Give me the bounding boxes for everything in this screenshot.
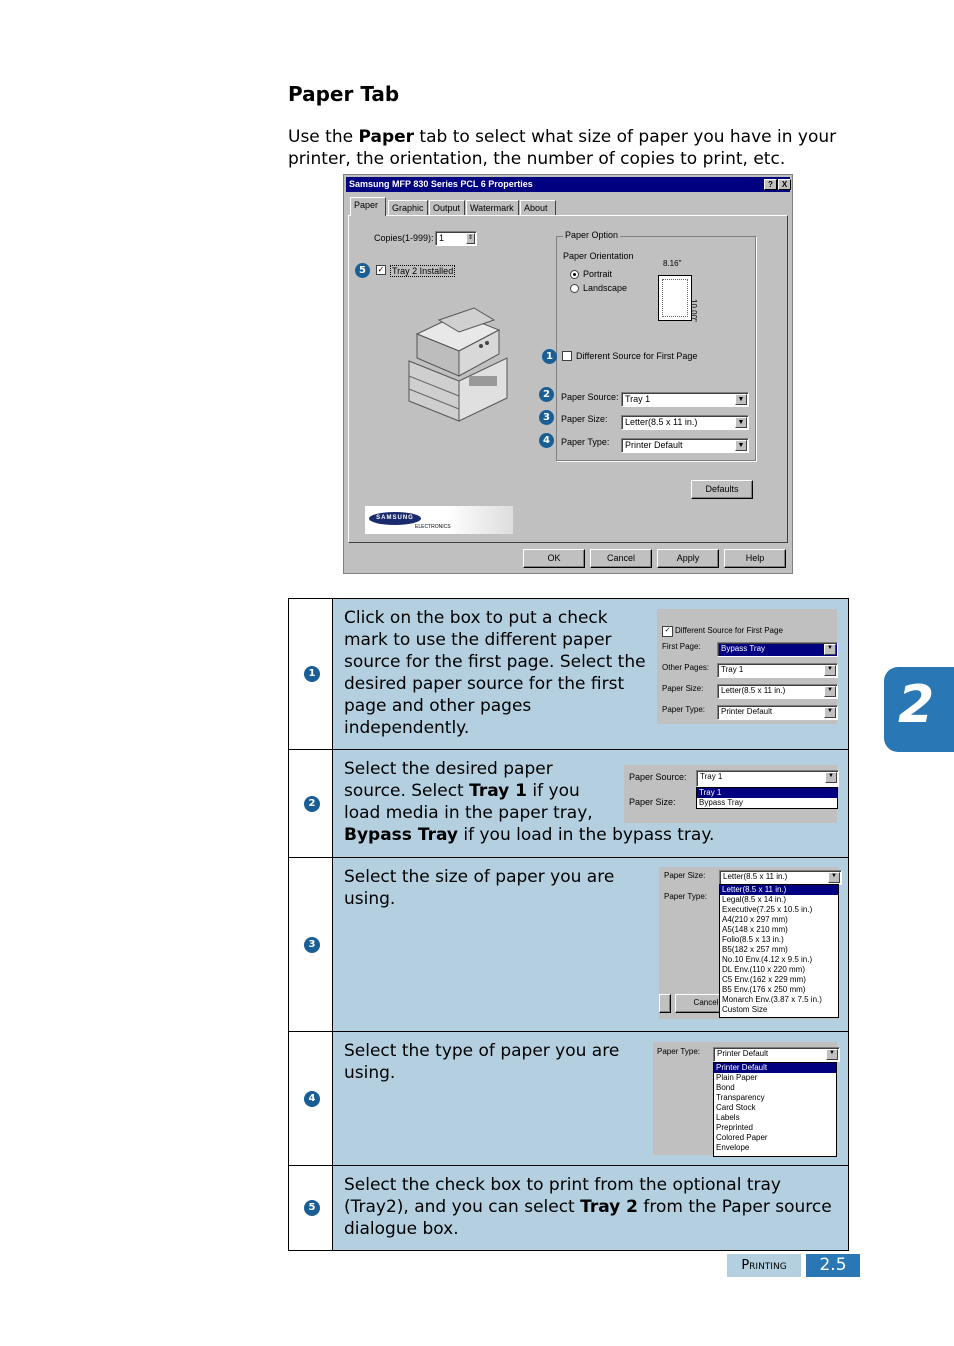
partial-cancel-button: Cancel (675, 994, 737, 1013)
row-description-cell (333, 1166, 848, 1250)
paper-size-screenshot (659, 867, 839, 1019)
mini-type-label: Paper Type: (657, 1047, 700, 1056)
tab-about[interactable]: About (520, 200, 556, 215)
footer-section-label: Printing (727, 1254, 801, 1277)
help-icon[interactable]: ? (764, 179, 777, 190)
list-item: Legal(8.5 x 14 in.) (722, 895, 787, 904)
row-number-cell (289, 858, 333, 1031)
different-source-checkbox[interactable] (562, 351, 572, 361)
spinner-icon[interactable]: ⇕ (466, 233, 475, 244)
mini-size-label: Paper Size: (629, 797, 676, 807)
mini-size-dropdown-list (719, 884, 839, 1018)
list-item: Labels (716, 1113, 740, 1122)
close-icon[interactable]: X (778, 179, 791, 190)
mini-first-page-select: Bypass Tray ▼ (717, 642, 838, 657)
chevron-down-icon[interactable]: ▼ (735, 440, 747, 451)
samsung-logo (365, 506, 513, 534)
orientation-title: Paper Orientation (563, 251, 634, 261)
logo-subtext: ELECTRONICS (415, 524, 451, 530)
copies-label: Copies(1-999): (374, 233, 434, 243)
row-text: Select the check box to print from the optional tray (Tray2), and you can select Tray 2 from the Paper source dialogue box. (344, 1175, 832, 1239)
paper-type-label: Paper Type: (561, 437, 610, 447)
mini-type-select: Printer Default ▼ (713, 1047, 840, 1062)
list-item: A4(210 x 297 mm) (722, 915, 788, 924)
list-item: Envelope (716, 1143, 750, 1152)
table-row (289, 599, 848, 750)
mini-source-dropdown-list (696, 787, 838, 809)
list-item: Tray 1 (697, 788, 837, 798)
paper-size-label: Paper Size: (561, 414, 608, 424)
chevron-down-icon: ▼ (824, 665, 836, 676)
chevron-down-icon: ▼ (824, 707, 836, 718)
first-page-source-screenshot (657, 609, 837, 724)
mini-other-pages-select: Tray 1 ▼ (717, 663, 838, 678)
ok-button[interactable]: OK (523, 549, 585, 568)
paper-width-label: 8.16" (663, 259, 682, 268)
list-item: Bond (716, 1083, 735, 1092)
tray2-checkbox[interactable]: ✓ (377, 265, 385, 274)
chevron-down-icon: ▼ (828, 872, 840, 883)
list-item: Letter(8.5 x 11 in.) (720, 885, 838, 895)
landscape-radio[interactable] (570, 284, 579, 293)
footer-page-number: 2.5 (806, 1254, 860, 1277)
row-description-cell (333, 1032, 848, 1165)
row-text: Select the desired paper source. Select Tray 1 if you load media in the paper tray, (344, 759, 593, 823)
dialog-title: Samsung MFP 830 Series PCL 6 Properties (349, 179, 533, 189)
list-item: Printer Default (714, 1063, 836, 1073)
mini-check-label: Different Source for First Page (675, 626, 783, 635)
marker-5: 5 (355, 263, 370, 278)
row-description-cell (333, 599, 848, 749)
help-button[interactable]: Help (724, 549, 786, 568)
mini-other-pages-label: Other Pages: (662, 663, 710, 672)
tab-paper[interactable]: Paper (350, 197, 386, 216)
chevron-down-icon: ▼ (824, 644, 836, 655)
marker-2: 2 (304, 796, 320, 812)
table-row (289, 858, 848, 1032)
row-number-cell (289, 1166, 333, 1250)
paper-type-screenshot (653, 1042, 837, 1155)
list-item: No.10 Env.(4.12 x 9.5 in.) (722, 955, 813, 964)
portrait-label: Portrait (583, 269, 613, 279)
paper-size-select[interactable]: Letter(8.5 x 11 in.) ▼ (621, 415, 749, 430)
options-table (288, 598, 849, 1251)
mini-first-page-label: First Page: (662, 642, 701, 651)
paper-option-title: Paper Option (565, 230, 619, 240)
paper-source-select[interactable]: Tray 1 ▼ (621, 392, 749, 407)
mini-source-select: Tray 1 ▼ (696, 770, 839, 787)
paper-type-select[interactable]: Printer Default ▼ (621, 438, 749, 453)
list-item: C5 Env.(162 x 229 mm) (722, 975, 806, 984)
list-item: Plain Paper (716, 1073, 758, 1082)
chevron-down-icon[interactable]: ▼ (735, 417, 747, 428)
chapter-number: 2 (898, 675, 935, 735)
apply-button[interactable]: Apply (657, 549, 719, 568)
copies-input[interactable]: 1 ⇕ (435, 231, 477, 246)
tab-output[interactable]: Output (429, 200, 465, 215)
landscape-label: Landscape (583, 283, 628, 293)
row-number-cell (289, 1032, 333, 1165)
chevron-down-icon: ▼ (826, 1049, 838, 1060)
tab-watermark[interactable]: Watermark (466, 200, 519, 215)
row-description-cell (333, 858, 848, 1031)
list-item: Bypass Tray (699, 798, 744, 807)
row-text: Click on the box to put a check mark to use the different paper source for the first page. Select the desired paper source for the first page and other pages independently. (344, 608, 646, 738)
list-item: Monarch Env.(3.87 x 7.5 in.) (722, 995, 822, 1004)
intro-paragraph: Use the Paper tab to select what size of paper you have in your printer, the orientation, the number of copies to print, etc. (288, 127, 837, 169)
printer-properties-dialog (343, 174, 793, 574)
different-source-label: Different Source for First Page (576, 351, 698, 361)
dialog-title-bar (346, 177, 790, 192)
check-icon: ✓ (662, 626, 673, 637)
list-item: Colored Paper (716, 1133, 768, 1142)
portrait-radio[interactable] (570, 270, 579, 279)
row-text: Select the size of paper you are using. (344, 867, 615, 909)
marker-4: 4 (304, 1091, 320, 1107)
mini-source-label: Paper Source: (629, 772, 687, 782)
list-item: Preprinted (716, 1123, 753, 1132)
marker-1: 1 (304, 666, 320, 682)
paper-height-label: 10.00" (689, 299, 698, 322)
list-item: Card Stock (716, 1103, 756, 1112)
row-number-cell (289, 750, 333, 857)
marker-1: 1 (542, 349, 557, 364)
row-text-continued: Bypass Tray if you load in the bypass tray. (344, 825, 715, 845)
row-description-cell (333, 750, 848, 857)
marker-4: 4 (539, 433, 554, 448)
chevron-down-icon: ▼ (825, 772, 837, 783)
cancel-button[interactable]: Cancel (590, 549, 652, 568)
chapter-tab (884, 667, 954, 752)
row-number-cell (289, 599, 333, 749)
section-title: Paper Tab (288, 82, 400, 106)
mini-type-label: Paper Type: (664, 892, 707, 901)
mini-size-label: Paper Size: (662, 684, 704, 693)
mini-type-label: Paper Type: (662, 705, 705, 714)
paper-tab-panel (348, 215, 788, 543)
list-item: Transparency (716, 1093, 765, 1102)
mini-size-select: Letter(8.5 x 11 in.) ▼ (719, 870, 842, 885)
marker-3: 3 (304, 937, 320, 953)
paper-source-label: Paper Source: (561, 392, 619, 402)
mini-size-select: Letter(8.5 x 11 in.) ▼ (717, 684, 838, 699)
chevron-down-icon[interactable]: ▼ (735, 394, 747, 405)
list-item: B5(182 x 257 mm) (722, 945, 788, 954)
list-item: A5(148 x 210 mm) (722, 925, 788, 934)
list-item: B5 Env.(176 x 250 mm) (722, 985, 806, 994)
marker-5: 5 (304, 1200, 320, 1216)
marker-3: 3 (539, 410, 554, 425)
marker-2: 2 (539, 387, 554, 402)
defaults-button[interactable]: Defaults (691, 480, 753, 499)
chevron-down-icon: ▼ (824, 686, 836, 697)
list-item: Custom Size (722, 1005, 768, 1014)
partial-button (659, 994, 671, 1013)
mini-type-select: Printer Default ▼ (717, 705, 838, 720)
list-item: Folio(8.5 x 13 in.) (722, 935, 784, 944)
tray2-label: Tray 2 Installed (392, 266, 454, 276)
paper-preview (658, 275, 692, 321)
list-item: DL Env.(110 x 220 mm) (722, 965, 805, 974)
row-text: Select the type of paper you are using. (344, 1041, 620, 1083)
printer-illustration (399, 306, 524, 431)
paper-source-screenshot (624, 765, 837, 823)
mini-size-label: Paper Size: (664, 871, 706, 880)
logo-mark: SAMSUNG (369, 512, 421, 525)
table-row (289, 1032, 848, 1166)
table-row (289, 750, 848, 858)
list-item: Executive(7.25 x 10.5 in.) (722, 905, 813, 914)
tab-graphic[interactable]: Graphic (388, 200, 428, 215)
mini-type-dropdown-list (713, 1062, 837, 1157)
table-row (289, 1166, 848, 1250)
